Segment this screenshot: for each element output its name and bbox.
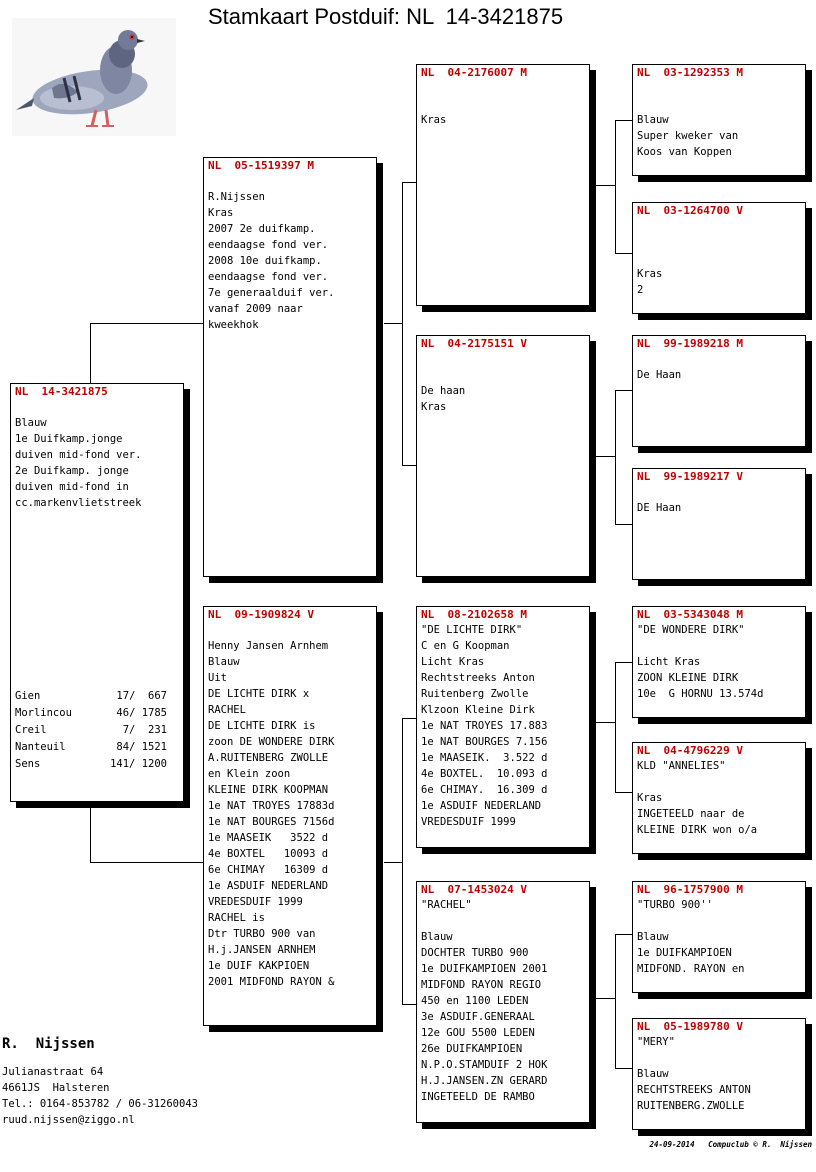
page-title: Stamkaart Postduif: NL 14-3421875 <box>208 4 564 29</box>
pedigree-line: KLEINE DIRK won o/a <box>637 824 758 836</box>
connector-line <box>90 802 91 862</box>
great-grandparent-card <box>632 1018 806 1130</box>
owner-block <box>2 1036 198 1128</box>
pedigree-line: RACHEL is <box>208 912 265 924</box>
grandfather-maternal-card <box>416 606 590 848</box>
connector-line <box>615 390 616 524</box>
pedigree-line <box>637 96 801 112</box>
ring-number: NL 08-2102658 M <box>421 608 527 621</box>
pedigree-line: Kras <box>637 792 663 804</box>
connector-line <box>402 182 417 183</box>
pedigree-line: eendaagse fond ver. <box>208 271 329 283</box>
pedigree-line: Uit <box>208 672 227 684</box>
pedigree-line: 12e GOU 5500 LEDEN <box>421 1027 535 1039</box>
pedigree-line <box>421 913 585 929</box>
pedigree-line: DE LICHTE DIRK x <box>208 688 310 700</box>
connector-line <box>596 722 615 723</box>
connector-line <box>402 718 403 1004</box>
pigeon-image <box>12 18 176 136</box>
pedigree-line: kweekhok <box>208 319 259 331</box>
race-result-row <box>15 688 167 705</box>
pedigree-line: 2001 MIDFOND RAYON & <box>208 976 335 988</box>
ring-number: NL 07-1453024 V <box>421 883 527 896</box>
ring-number: NL 99-1989218 M <box>637 337 743 350</box>
pedigree-line <box>637 638 801 654</box>
great-grandparent-card <box>632 64 806 176</box>
pedigree-line: 4e BOXTEL 10093 d <box>208 848 329 860</box>
race-score: 46/ 1785 <box>116 707 167 719</box>
pedigree-line: 1e MAASEIK. 3.522 d <box>421 752 548 764</box>
pedigree-line: cc.markenvlietstreek <box>15 497 142 509</box>
great-grandparent-card <box>632 606 806 718</box>
ring-number: NL 96-1757900 M <box>637 883 743 896</box>
pedigree-line: 2007 2e duifkamp. <box>208 223 316 235</box>
pedigree-line: 1e MAASEIK 3522 d <box>208 832 329 844</box>
race-result-row <box>15 756 167 773</box>
pedigree-line: De Haan <box>637 369 682 381</box>
pedigree-line <box>421 367 585 383</box>
pedigree-line: H.J.JANSEN.ZN GERARD <box>421 1075 548 1087</box>
pedigree-line: RUITENBERG.ZWOLLE <box>637 1100 745 1112</box>
great-grandparent-card <box>632 881 806 993</box>
pedigree-line: C en G Koopman <box>421 640 510 652</box>
pedigree-line <box>637 80 801 96</box>
pedigree-line: DOCHTER TURBO 900 <box>421 947 529 959</box>
pedigree-line <box>421 80 585 96</box>
pedigree-line: INGETEELD DE RAMBO <box>421 1091 535 1103</box>
pedigree-line: Super kweker van <box>637 130 739 142</box>
pedigree-line: 1e DUIFKAMPIOEN <box>637 947 732 959</box>
ring-number: NL 04-2176007 M <box>421 66 527 79</box>
connector-line <box>384 862 402 863</box>
pedigree-line: ZOON KLEINE DIRK <box>637 672 739 684</box>
ring-number: NL 05-1519397 M <box>208 159 314 172</box>
pedigree-line: Blauw <box>15 417 47 429</box>
pedigree-line: 1e NAT BOURGES 7.156 <box>421 736 548 748</box>
connector-line <box>90 862 204 863</box>
grandmother-maternal-card <box>416 881 590 1123</box>
pedigree-line <box>637 913 801 929</box>
pedigree-line <box>208 173 372 189</box>
pedigree-line: DE LICHTE DIRK is <box>208 720 316 732</box>
pedigree-line <box>15 399 179 415</box>
pedigree-line: VREDESDUIF 1999 <box>421 816 516 828</box>
pedigree-line: 1e NAT BOURGES 7156d <box>208 816 335 828</box>
pedigree-line: RACHEL <box>208 704 246 716</box>
pedigree-line: 6e CHIMAY. 16.309 d <box>421 784 548 796</box>
grandfather-paternal-card <box>416 64 590 306</box>
race-score: 84/ 1521 <box>116 741 167 753</box>
owner-phone: Tel.: 0164-853782 / 06-31260043 <box>2 1098 198 1110</box>
pedigree-line <box>637 774 801 790</box>
pedigree-line: Ruitenberg Zwolle <box>421 688 529 700</box>
owner-email[interactable]: ruud.nijssen@ziggo.nl <box>2 1114 135 1126</box>
owner-name: R. Nijssen <box>2 1036 95 1052</box>
connector-line <box>615 390 632 391</box>
pedigree-line: Kras <box>421 114 447 126</box>
connector-line <box>596 456 615 457</box>
great-grandparent-card <box>632 742 806 854</box>
ring-number: NL 03-5343048 M <box>637 608 743 621</box>
subject-card <box>10 383 184 802</box>
pedigree-line <box>421 96 585 112</box>
pedigree-line: "DE WONDERE DIRK" <box>637 624 745 636</box>
pedigree-line: "DE LICHTE DIRK" <box>421 624 523 636</box>
pedigree-line: 1e ASDUIF NEDERLAND <box>208 880 329 892</box>
connector-line <box>596 185 615 186</box>
pedigree-line: Koos van Koppen <box>637 146 732 158</box>
race-results <box>15 688 167 773</box>
pedigree-line: MIDFOND. RAYON en <box>637 963 745 975</box>
pedigree-line: 7e generaalduif ver. <box>208 287 335 299</box>
great-grandparent-card <box>632 202 806 314</box>
pedigree-line: Kras <box>637 268 663 280</box>
pedigree-line <box>637 234 801 250</box>
connector-line <box>402 182 403 465</box>
pedigree-line: Licht Kras <box>637 656 701 668</box>
pedigree-line: R.Nijssen <box>208 191 265 203</box>
owner-address: Julianastraat 64 <box>2 1066 104 1078</box>
pedigree-line: INGETEELD naar de <box>637 808 745 820</box>
pedigree-line: "TURBO 900'' <box>637 899 713 911</box>
pedigree-line: Rechtstreeks Anton <box>421 672 535 684</box>
pedigree-line: Blauw <box>637 114 669 126</box>
pedigree-line: H.j.JANSEN ARNHEM <box>208 944 316 956</box>
pedigree-line: De haan <box>421 385 466 397</box>
pedigree-line: KLD "ANNELIES" <box>637 760 726 772</box>
connector-line <box>615 934 632 935</box>
pedigree-line <box>421 351 585 367</box>
race-score: 7/ 231 <box>122 724 167 736</box>
connector-line <box>615 524 632 525</box>
pedigree-line: N.P.O.STAMDUIF 2 HOK <box>421 1059 548 1071</box>
pedigree-line: 10e G HORNU 13.574d <box>637 688 764 700</box>
ring-number: NL 03-1292353 M <box>637 66 743 79</box>
race-place: Gien <box>15 690 41 702</box>
pedigree-line: 26e DUIFKAMPIOEN <box>421 1043 523 1055</box>
race-result-row <box>15 722 167 739</box>
ring-number: NL 99-1989217 V <box>637 470 743 483</box>
pedigree-line: KLEINE DIRK KOOPMAN <box>208 784 329 796</box>
pedigree-line: RECHTSTREEKS ANTON <box>637 1084 751 1096</box>
pedigree-line: DE Haan <box>637 502 682 514</box>
mother-card <box>203 606 377 1026</box>
pedigree-line: A.RUITENBERG ZWOLLE <box>208 752 329 764</box>
connector-line <box>90 323 91 383</box>
pedigree-line: 4e BOXTEL. 10.093 d <box>421 768 548 780</box>
footer-credit: 24-09-2014 Compuclub © R. Nijssen <box>649 1140 812 1149</box>
pedigree-line: 1e ASDUIF NEDERLAND <box>421 800 542 812</box>
pedigree-line: eendaagse fond ver. <box>208 239 329 251</box>
pedigree-line: zoon DE WONDERE DIRK <box>208 736 335 748</box>
connector-line <box>615 662 632 663</box>
pedigree-line: Klzoon Kleine Dirk <box>421 704 535 716</box>
pedigree-line: "RACHEL" <box>421 899 472 911</box>
connector-line <box>90 323 204 324</box>
pedigree-line <box>637 484 801 500</box>
pedigree-line: Henny Jansen Arnhem <box>208 640 329 652</box>
pedigree-line: MIDFOND RAYON REGIO <box>421 979 542 991</box>
pedigree-line: Kras <box>421 401 447 413</box>
pedigree-line: Blauw <box>637 931 669 943</box>
pedigree-line: 450 en 1100 LEDEN <box>421 995 529 1007</box>
pedigree-line: 2 <box>637 284 644 296</box>
connector-line <box>615 662 616 792</box>
pedigree-line: Licht Kras <box>421 656 485 668</box>
father-card <box>203 157 377 577</box>
pedigree-line: 2008 10e duifkamp. <box>208 255 322 267</box>
pedigree-line: Kras <box>208 207 234 219</box>
race-place: Morlincou <box>15 707 72 719</box>
connector-line <box>596 998 615 999</box>
pedigree-line: 1e DUIF KAKPIOEN <box>208 960 310 972</box>
pedigree-line <box>208 622 372 638</box>
pedigree-line: 1e DUIFKAMPIOEN 2001 <box>421 963 548 975</box>
connector-line <box>615 934 616 1068</box>
ring-number: NL 05-1989780 V <box>637 1020 743 1033</box>
great-grandparent-card <box>632 335 806 447</box>
grandmother-paternal-card <box>416 335 590 577</box>
pedigree-line: Blauw <box>208 656 240 668</box>
race-score: 17/ 667 <box>116 690 167 702</box>
ring-number: NL 03-1264700 V <box>637 204 743 217</box>
connector-line <box>615 792 632 793</box>
pedigree-line: en Klein zoon <box>208 768 291 780</box>
connector-line <box>384 323 402 324</box>
pedigree-line: Blauw <box>421 931 453 943</box>
ring-number: NL 04-4796229 V <box>637 744 743 757</box>
connector-line <box>402 718 417 719</box>
pedigree-line: "MERY" <box>637 1036 675 1048</box>
pedigree-line <box>637 351 801 367</box>
pedigree-line: VREDESDUIF 1999 <box>208 896 303 908</box>
pedigree-line: 1e NAT TROYES 17.883 <box>421 720 548 732</box>
ring-number: NL 09-1909824 V <box>208 608 314 621</box>
race-result-row <box>15 739 167 756</box>
pedigree-line: Blauw <box>637 1068 669 1080</box>
pedigree-line: 2e Duifkamp. jonge <box>15 465 129 477</box>
pedigree-line: 3e ASDUIF.GENERAAL <box>421 1011 535 1023</box>
race-place: Nanteuil <box>15 741 66 753</box>
pedigree-line: vanaf 2009 naar <box>208 303 303 315</box>
pedigree-line <box>637 218 801 234</box>
connector-line <box>615 253 632 254</box>
ring-number: NL 04-2175151 V <box>421 337 527 350</box>
connector-line <box>615 1068 632 1069</box>
pedigree-line: 6e CHIMAY 16309 d <box>208 864 329 876</box>
owner-city: 4661JS Halsteren <box>2 1082 110 1094</box>
pedigree-line: 1e NAT TROYES 17883d <box>208 800 335 812</box>
race-score: 141/ 1200 <box>110 758 167 770</box>
pedigree-line <box>637 250 801 266</box>
ring-number: NL 14-3421875 <box>15 385 108 398</box>
race-place: Sens <box>15 758 41 770</box>
connector-line <box>402 465 417 466</box>
great-grandparent-card <box>632 468 806 580</box>
pedigree-line: Dtr TURBO 900 van <box>208 928 316 940</box>
connector-line <box>615 120 632 121</box>
connector-line <box>402 1004 417 1005</box>
race-place: Creil <box>15 724 47 736</box>
pedigree-line: duiven mid-fond ver. <box>15 449 142 461</box>
pedigree-line: 1e Duifkamp.jonge <box>15 433 123 445</box>
race-result-row <box>15 705 167 722</box>
pedigree-line <box>637 1050 801 1066</box>
connector-line <box>615 120 616 253</box>
pedigree-line: duiven mid-fond in <box>15 481 129 493</box>
